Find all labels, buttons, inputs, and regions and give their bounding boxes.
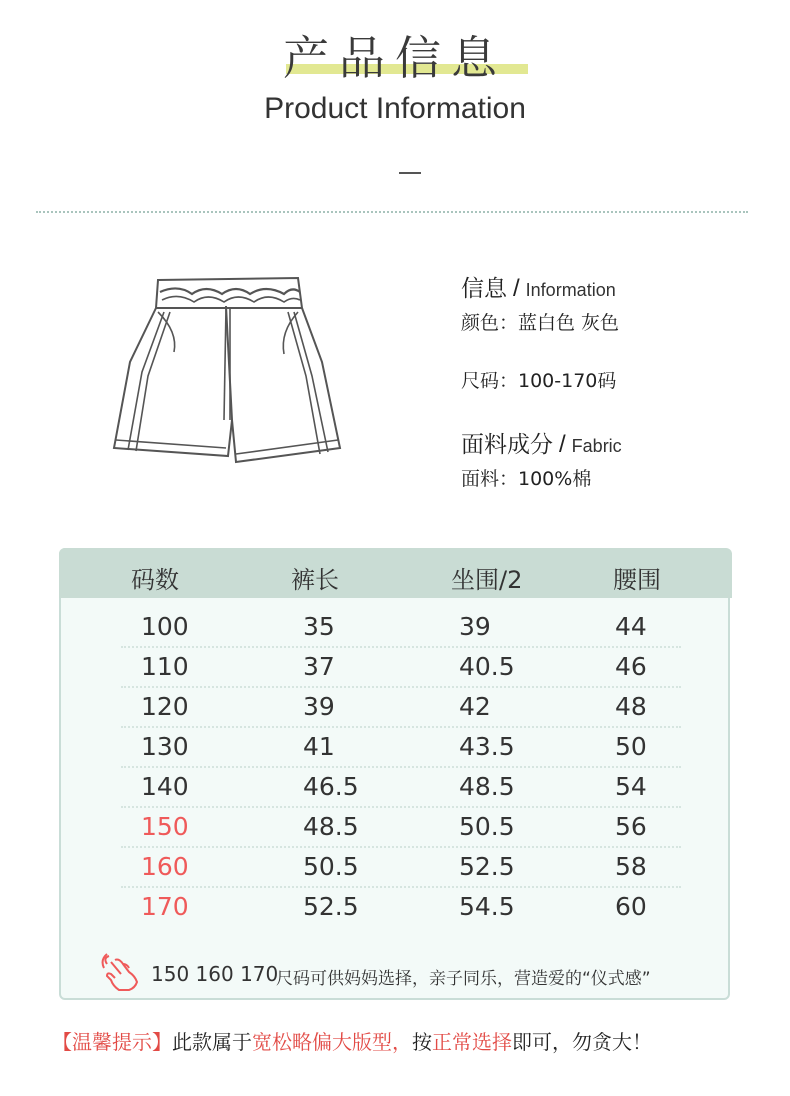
cell-length: 37 (303, 652, 335, 681)
note-text: 尺码可供妈妈选择，亲子同乐，营造爱的“仪式感” (276, 969, 651, 989)
table-row (121, 808, 681, 848)
table-row (121, 728, 681, 768)
page-subtitle: Product Information (264, 92, 526, 125)
table-row (121, 608, 681, 648)
cell-length: 46.5 (303, 772, 359, 801)
cell-waist: 60 (615, 892, 647, 921)
cell-length: 52.5 (303, 892, 359, 921)
size-note (101, 952, 721, 992)
table-row (121, 688, 681, 728)
warm-tip (52, 1026, 772, 1055)
hand-pointer-icon (101, 952, 145, 992)
info-heading-cn: 信息 (461, 276, 507, 302)
tip-text-2: 按 (412, 1030, 432, 1054)
cell-waist: 48 (615, 692, 647, 721)
tip-highlight-1: 宽松略偏大版型， (252, 1030, 412, 1054)
cell-length: 39 (303, 692, 335, 721)
column-header-length: 裤长 (291, 566, 339, 594)
table-row (121, 888, 681, 928)
cell-length: 35 (303, 612, 335, 641)
table-row (121, 648, 681, 688)
page-header (0, 22, 790, 85)
cell-waist: 54 (615, 772, 647, 801)
fabric-heading (461, 426, 622, 459)
column-header-hip: 坐围/2 (451, 566, 523, 594)
cell-hip: 42 (459, 692, 491, 721)
cell-size: 160 (141, 852, 189, 881)
cell-length: 48.5 (303, 812, 359, 841)
fabric-heading-slash: / (559, 431, 566, 458)
size-table-header (59, 548, 732, 598)
fabric-heading-en: Fabric (571, 436, 622, 456)
cell-length: 41 (303, 732, 335, 761)
cell-waist: 58 (615, 852, 647, 881)
column-header-size: 码数 (131, 566, 179, 594)
size-line: 尺码：100-170码 (461, 370, 617, 392)
table-row (121, 848, 681, 888)
page-title: 产品信息 (283, 31, 507, 85)
cell-size: 140 (141, 772, 189, 801)
cell-waist: 46 (615, 652, 647, 681)
title-dash-divider (399, 172, 421, 174)
info-heading (461, 270, 616, 303)
cell-size: 100 (141, 612, 189, 641)
cell-size: 110 (141, 652, 189, 681)
cell-waist: 44 (615, 612, 647, 641)
cell-size: 120 (141, 692, 189, 721)
tip-label: 【温馨提示】 (52, 1030, 172, 1054)
cell-hip: 54.5 (459, 892, 515, 921)
tip-text-1: 此款属于 (172, 1030, 252, 1054)
cell-hip: 39 (459, 612, 491, 641)
cell-waist: 50 (615, 732, 647, 761)
cell-length: 50.5 (303, 852, 359, 881)
fabric-line: 面料：100%棉 (461, 468, 592, 490)
cell-size: 150 (141, 812, 189, 841)
dotted-divider (36, 211, 748, 213)
column-header-waist: 腰围 (613, 566, 661, 594)
fabric-heading-cn: 面料成分 (461, 432, 553, 458)
note-size-numbers: 150 160 170 (151, 962, 279, 986)
tip-text-3: 即可，勿贪大！ (512, 1030, 652, 1054)
cell-hip: 48.5 (459, 772, 515, 801)
cell-size: 170 (141, 892, 189, 921)
info-heading-slash: / (513, 275, 520, 302)
color-line: 颜色：蓝白色 灰色 (461, 312, 620, 334)
info-heading-en: Information (525, 280, 616, 300)
cell-hip: 50.5 (459, 812, 515, 841)
shorts-line-drawing (108, 272, 348, 472)
cell-hip: 40.5 (459, 652, 515, 681)
cell-hip: 43.5 (459, 732, 515, 761)
cell-waist: 56 (615, 812, 647, 841)
cell-hip: 52.5 (459, 852, 515, 881)
table-row (121, 768, 681, 808)
cell-size: 130 (141, 732, 189, 761)
size-table (59, 548, 730, 1000)
tip-highlight-2: 正常选择 (432, 1030, 512, 1054)
